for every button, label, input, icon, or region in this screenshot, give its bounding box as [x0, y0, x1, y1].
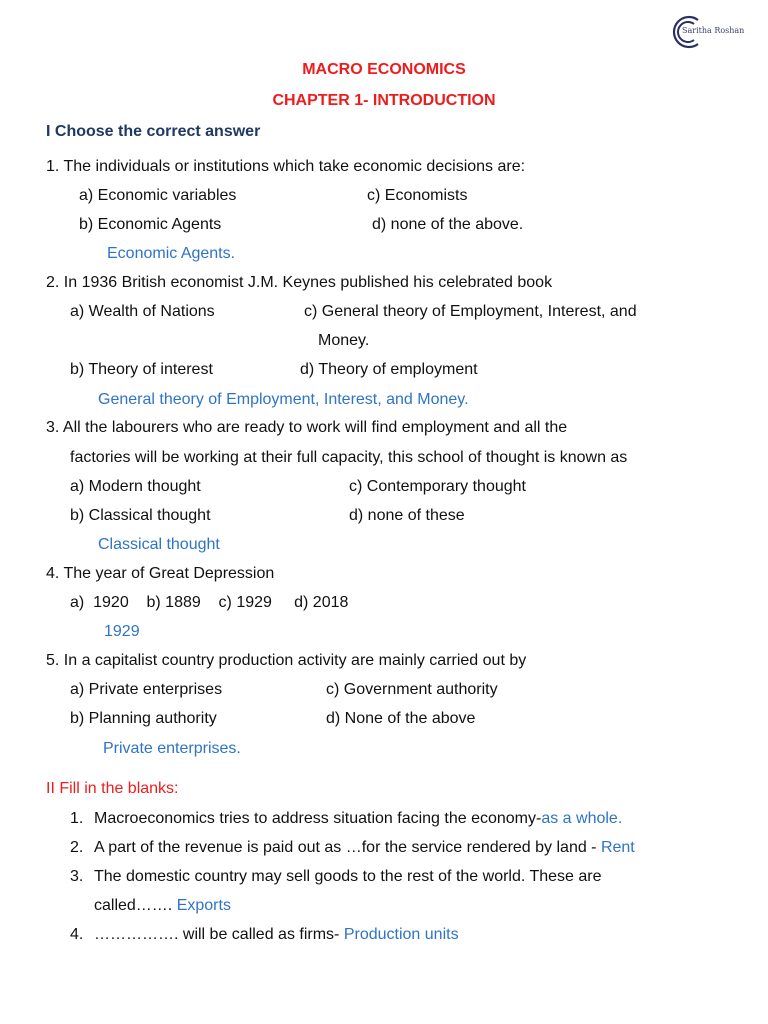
q5-option-b: b) Planning authority: [70, 710, 217, 727]
question-3-cont: factories will be working at their full capacity, this school of thought is known as: [70, 449, 628, 466]
fill-item-num: 4.: [70, 926, 84, 943]
fill-item: [94, 925, 459, 945]
fill-item-num: 2.: [70, 839, 84, 856]
fill-item-text: ……………. will be called as firms-: [94, 926, 344, 943]
brand-logo: [668, 14, 768, 50]
fill-item: [94, 809, 622, 829]
fill-item-num: 1.: [70, 810, 84, 827]
q1-answer: Economic Agents.: [107, 245, 236, 262]
q2-answer: General theory of Employment, Interest, and Money.: [98, 391, 469, 408]
fill-item: [94, 838, 635, 858]
q1-option-b: b) Economic Agents: [79, 216, 222, 233]
q2-option-c-cont: Money.: [318, 332, 370, 349]
q5-option-c: c) Government authority: [326, 681, 498, 698]
q3-option-c: c) Contemporary thought: [349, 478, 526, 495]
fill-item-text: Macroeconomics tries to address situation facing the economy-: [94, 810, 542, 827]
q1-option-a: a) Economic variables: [79, 187, 237, 204]
q1-option-d: d) none of the above.: [372, 216, 524, 233]
q3-option-b: b) Classical thought: [70, 507, 211, 524]
question-5: 5. In a capitalist country production activity are mainly carried out by: [46, 652, 527, 669]
fill-item: [94, 896, 231, 916]
fill-item-text-cont: called…….: [94, 897, 177, 914]
fill-item-text: A part of the revenue is paid out as …for the service rendered by land -: [94, 839, 601, 856]
q5-answer: Private enterprises.: [103, 740, 241, 757]
fill-item-answer: Rent: [600, 839, 635, 856]
q2-option-b: b) Theory of interest: [70, 361, 213, 378]
fill-item-text: The domestic country may sell goods to the rest of the world. These are: [94, 868, 602, 885]
q2-option-d: d) Theory of employment: [300, 361, 478, 378]
q2-option-a: a) Wealth of Nations: [70, 303, 215, 320]
chapter-title: CHAPTER 1- INTRODUCTION: [272, 92, 496, 109]
q2-option-c: c) General theory of Employment, Interest, and: [304, 303, 637, 320]
section-heading-choose: I Choose the correct answer: [46, 123, 261, 140]
q5-option-d: d) None of the above: [326, 710, 476, 727]
question-4: 4. The year of Great Depression: [46, 565, 275, 582]
fill-item-answer: Exports: [176, 897, 231, 914]
question-2: 2. In 1936 British economist J.M. Keynes published his celebrated book: [46, 274, 553, 291]
q5-option-a: a) Private enterprises: [70, 681, 223, 698]
q1-option-c: c) Economists: [367, 187, 468, 204]
fill-item-answer: Production units: [343, 926, 459, 943]
q4-options: a) 1920 b) 1889 c) 1929 d) 2018: [70, 594, 349, 611]
q3-option-d: d) none of these: [349, 507, 465, 524]
question-3: 3. All the labourers who are ready to work will find employment and all the: [46, 419, 568, 436]
fill-item-num: 3.: [70, 868, 84, 885]
question-1: 1. The individuals or institutions which take economic decisions are:: [46, 158, 526, 175]
q3-option-a: a) Modern thought: [70, 478, 201, 495]
fill-item-answer: as a whole.: [541, 810, 623, 827]
section-heading-fill: II Fill in the blanks:: [46, 780, 179, 797]
logo-text: Saritha Roshan: [682, 26, 745, 35]
q3-answer: Classical thought: [98, 536, 220, 553]
page-title: MACRO ECONOMICS: [302, 61, 466, 78]
q4-answer: 1929: [104, 623, 140, 640]
